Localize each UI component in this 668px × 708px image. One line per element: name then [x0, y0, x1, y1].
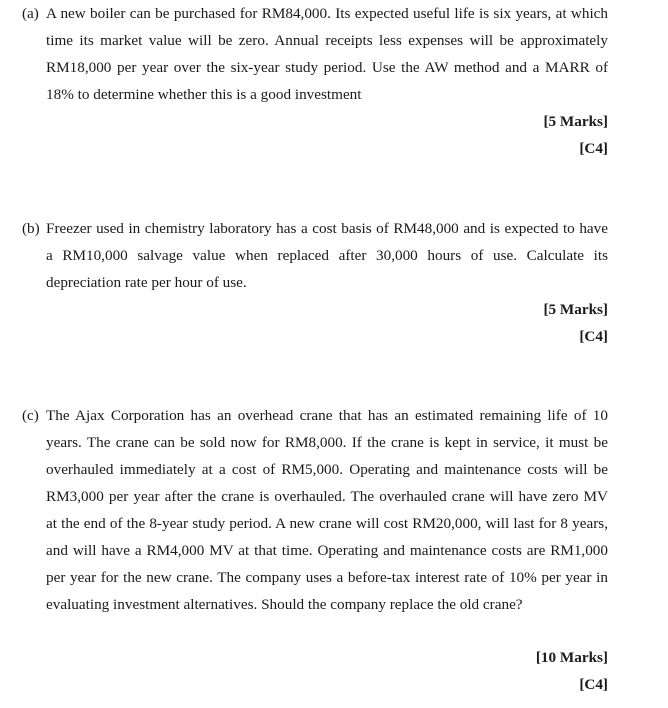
question-line	[22, 510, 608, 537]
question-label: (c)	[22, 407, 39, 424]
question-text: and will have a RM4,000 MV at that time. Operating and maintenance costs are RM1,000	[46, 542, 608, 559]
clo-label: [C4]	[579, 328, 608, 345]
question-c	[22, 402, 608, 618]
question-label: (b)	[22, 220, 40, 237]
question-line	[22, 27, 608, 54]
question-b	[22, 215, 608, 296]
question-line	[22, 0, 608, 27]
question-text: A new boiler can be purchased for RM84,000. Its expected useful life is six years, at which	[46, 5, 608, 22]
question-line	[22, 402, 608, 429]
marks-block-b	[543, 296, 608, 350]
question-line	[22, 215, 608, 242]
marks-label: [10 Marks]	[535, 649, 608, 666]
question-text: a RM10,000 salvage value when replaced after 30,000 hours of use. Calculate its	[46, 247, 608, 264]
question-text: overhauled immediately at a cost of RM5,000. Operating and maintenance costs will be	[46, 461, 608, 478]
question-text: at the end of the 8-year study period. A new crane will cost RM20,000, will last for 8 years,	[46, 515, 608, 532]
question-text: per year for the new crane. The company uses a before-tax interest rate of 10% per year in	[46, 569, 608, 586]
marks-block-a	[543, 108, 608, 162]
question-line	[22, 591, 608, 618]
question-text: years. The crane can be sold now for RM8,000. If the crane is kept in service, it must be	[46, 434, 608, 451]
question-label: (a)	[22, 5, 39, 22]
marks-label: [5 Marks]	[543, 113, 608, 130]
question-text: Freezer used in chemistry laboratory has a cost basis of RM48,000 and is expected to have	[46, 220, 608, 237]
marks-block-c	[536, 644, 608, 698]
clo-label: [C4]	[579, 140, 608, 157]
question-line	[22, 483, 608, 510]
marks-label: [5 Marks]	[543, 301, 608, 318]
question-line	[22, 269, 608, 296]
question-text: The Ajax Corporation has an overhead crane that has an estimated remaining life of 10	[46, 407, 608, 424]
question-line	[22, 537, 608, 564]
question-a	[22, 0, 608, 108]
question-text: 18% to determine whether this is a good investment	[46, 86, 362, 103]
question-line	[22, 81, 608, 108]
question-text: evaluating investment alternatives. Should the company replace the old crane?	[46, 596, 523, 613]
question-text: RM18,000 per year over the six-year study period. Use the AW method and a MARR of	[46, 59, 608, 76]
clo-label: [C4]	[579, 676, 608, 693]
question-line	[22, 242, 608, 269]
question-line	[22, 456, 608, 483]
question-text: depreciation rate per hour of use.	[46, 274, 247, 291]
question-text: time its market value will be zero. Annual receipts less expenses will be approximately	[46, 32, 608, 49]
question-line	[22, 429, 608, 456]
question-line	[22, 564, 608, 591]
question-text: RM3,000 per year after the crane is overhauled. The overhauled crane will have zero MV	[46, 488, 608, 505]
question-line	[22, 54, 608, 81]
